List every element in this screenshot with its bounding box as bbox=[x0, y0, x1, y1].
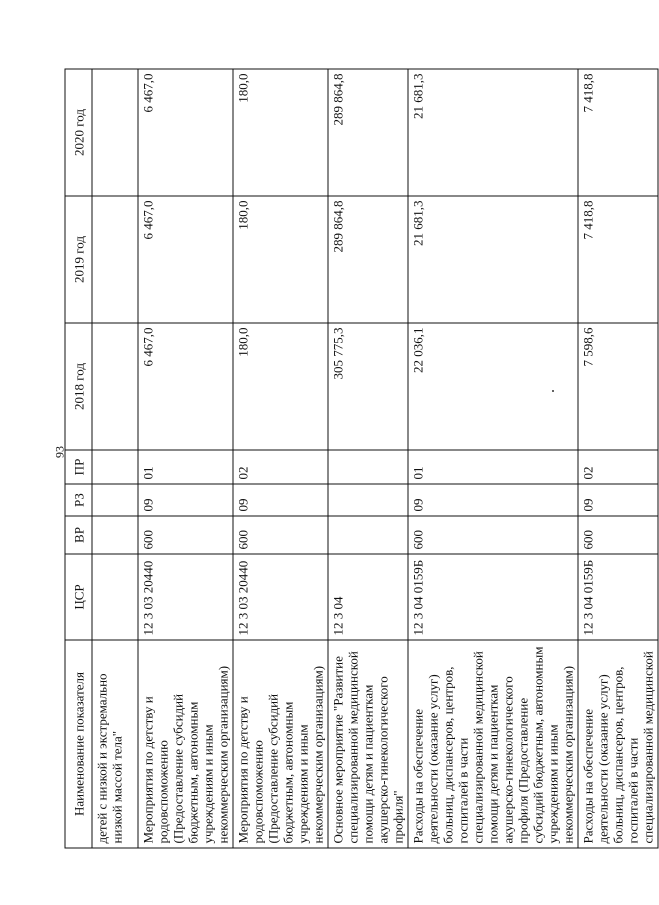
cell-vr: 600 bbox=[578, 516, 658, 554]
cell-name: Основное мероприятие "Развитие специализированной медицинской помощи детям и пациенткам акушерско-гинекологического профиля" bbox=[328, 640, 408, 848]
cell-vr: 600 bbox=[233, 516, 328, 554]
header-csr: ЦСР bbox=[65, 554, 92, 640]
header-pr: ПР bbox=[65, 450, 92, 484]
table-row bbox=[92, 69, 138, 848]
header-2019: 2019 год bbox=[65, 196, 92, 323]
cell-rz: 09 bbox=[233, 484, 328, 516]
header-rz: РЗ bbox=[65, 484, 92, 516]
cell-vr bbox=[328, 516, 408, 554]
cell-rz bbox=[92, 484, 138, 516]
cell-2020: 6 467,0 bbox=[138, 69, 233, 196]
cell-2020 bbox=[92, 69, 138, 196]
cell-csr: 12 3 04 0159Б bbox=[408, 554, 578, 640]
cell-2019: 180,0 bbox=[233, 196, 328, 323]
table-row bbox=[138, 69, 233, 848]
cell-2019 bbox=[92, 196, 138, 323]
cell-2018: 22 036,1 bbox=[408, 323, 578, 450]
cell-csr: 12 3 03 20440 bbox=[233, 554, 328, 640]
cell-2019: 289 864,8 bbox=[328, 196, 408, 323]
cell-name: детей с низкой и экстремально низкой массой тела" bbox=[92, 640, 138, 848]
cell-rz: 09 bbox=[138, 484, 233, 516]
table-container bbox=[65, 68, 656, 848]
page-number: 93 bbox=[52, 446, 67, 458]
cell-pr: 01 bbox=[138, 450, 233, 484]
cell-vr bbox=[92, 516, 138, 554]
header-2018: 2018 год bbox=[65, 323, 92, 450]
cell-2019: 21 681,3 bbox=[408, 196, 578, 323]
cell-2018: 6 467,0 bbox=[138, 323, 233, 450]
header-name: Наименование показателя bbox=[65, 640, 92, 848]
cell-csr: 12 3 04 0159Б bbox=[578, 554, 658, 640]
cell-csr bbox=[92, 554, 138, 640]
cell-name: Мероприятия по детству и родовспоможению (Предоставление субсидий бюджетным, автономным учреждениям и иным некоммерческим организациям) bbox=[138, 640, 233, 848]
table-row bbox=[408, 69, 578, 848]
cell-vr: 600 bbox=[138, 516, 233, 554]
cell-csr: 12 3 03 20440 bbox=[138, 554, 233, 640]
table-header-row bbox=[65, 69, 92, 848]
cell-2020: 21 681,3 bbox=[408, 69, 578, 196]
cell-2019: 7 418,8 bbox=[578, 196, 658, 323]
table-row bbox=[328, 69, 408, 848]
cell-2020: 289 864,8 bbox=[328, 69, 408, 196]
cell-2019: 6 467,0 bbox=[138, 196, 233, 323]
budget-table bbox=[65, 68, 659, 848]
cell-2020: 7 418,8 bbox=[578, 69, 658, 196]
cell-2018: 180,0 bbox=[233, 323, 328, 450]
cell-name: Мероприятия по детству и родовспоможению (Предоставление субсидий бюджетным, автономным учреждениям и иным некоммерческим организациям) bbox=[233, 640, 328, 848]
cell-rz bbox=[328, 484, 408, 516]
cell-rz: 09 bbox=[578, 484, 658, 516]
cell-pr: 02 bbox=[578, 450, 658, 484]
cell-pr bbox=[92, 450, 138, 484]
cell-pr: 02 bbox=[233, 450, 328, 484]
cell-vr: 600 bbox=[408, 516, 578, 554]
table-row bbox=[578, 69, 658, 848]
cell-rz: 09 bbox=[408, 484, 578, 516]
cell-name: Расходы на обеспечение деятельности (оказание услуг) больниц, диспансеров, центров, госпиталей в части специализированной медицинской помощи детям и пациенткам акушерско-гинекологического профиля (Предоставление субсидий бюджетным, автономным учреждениям и иным некоммерческим организациям) bbox=[408, 640, 578, 848]
header-2020: 2020 год bbox=[65, 69, 92, 196]
cell-2018 bbox=[92, 323, 138, 450]
header-vr: ВР bbox=[65, 516, 92, 554]
cell-2018: 7 598,6 bbox=[578, 323, 658, 450]
cell-name: Расходы на обеспечение деятельности (оказание услуг) больниц, диспансеров, центров, госпиталей в части специализированной медицинской bbox=[578, 640, 658, 848]
table-row bbox=[233, 69, 328, 848]
cell-pr bbox=[328, 450, 408, 484]
cell-2020: 180,0 bbox=[233, 69, 328, 196]
cell-csr: 12 3 04 bbox=[328, 554, 408, 640]
cell-2018: 305 775,3 bbox=[328, 323, 408, 450]
cell-pr: 01 bbox=[408, 450, 578, 484]
